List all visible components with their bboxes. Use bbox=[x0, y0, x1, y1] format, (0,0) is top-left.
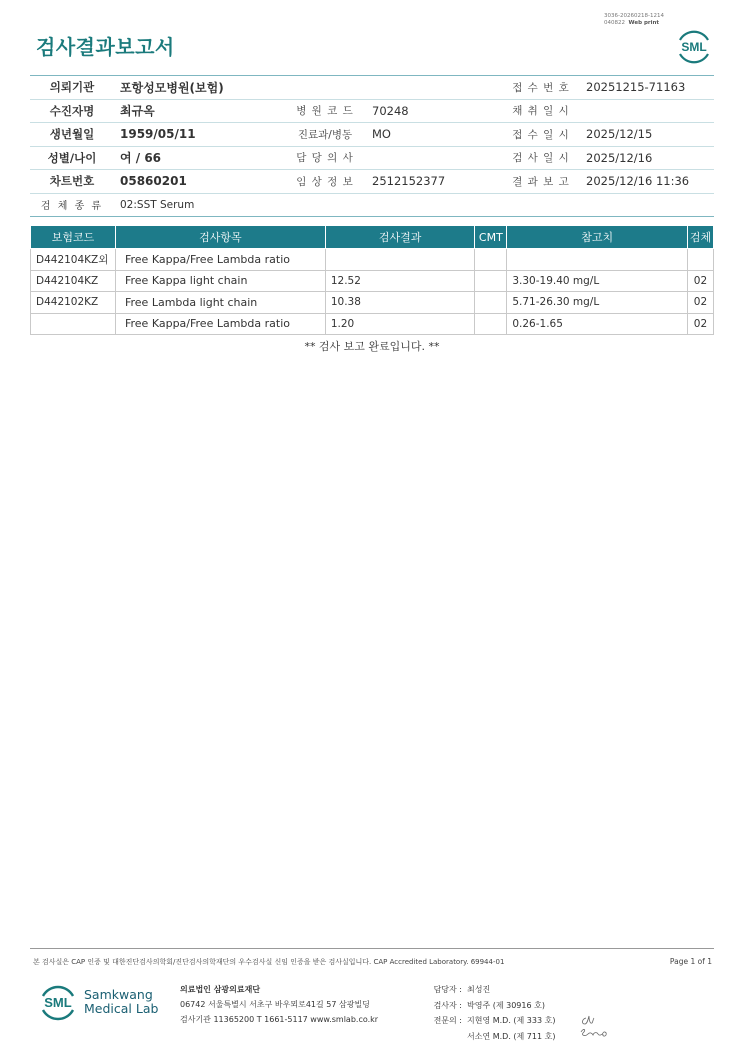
staff-value: 최성진 bbox=[467, 985, 491, 994]
web-print-label: Web print bbox=[628, 20, 660, 26]
foundation-contact: 검사기관 11365200 T 1661-5117 www.smlab.co.kr bbox=[180, 1015, 379, 1024]
footer-logo-text: SML bbox=[44, 995, 72, 1010]
doctor-label: 담 당 의 사 bbox=[284, 146, 366, 170]
hospital-code-label: 병 원 코 드 bbox=[284, 99, 366, 123]
cell-result: 12.52 bbox=[325, 270, 475, 292]
birth-value: 1959/05/11 bbox=[114, 123, 284, 147]
footer-divider bbox=[30, 948, 714, 949]
cell-specimen: 02 bbox=[687, 313, 713, 335]
patient-value: 최규옥 bbox=[114, 99, 284, 123]
info-row bbox=[30, 99, 714, 123]
cell-specimen bbox=[687, 249, 713, 271]
staff-row bbox=[427, 1029, 555, 1045]
staff-label: 담당자 : bbox=[433, 985, 462, 994]
table-row bbox=[31, 249, 714, 271]
cell-item: Free Lambda light chain bbox=[115, 292, 325, 314]
foundation-name: 의료법인 삼광의료재단 bbox=[180, 985, 261, 994]
receipt-date-label: 접 수 일 시 bbox=[502, 123, 580, 147]
completion-note: ** 검사 보고 완료입니다. ** bbox=[304, 340, 440, 353]
staff-row bbox=[427, 982, 555, 998]
clinical-value: 2512152377 bbox=[366, 170, 502, 194]
table-row bbox=[31, 270, 714, 292]
cell-item: Free Kappa light chain bbox=[115, 270, 325, 292]
cell-code: D442104KZ외 bbox=[31, 249, 116, 271]
client-label: 의뢰기관 bbox=[30, 76, 114, 100]
report-value: 2025/12/16 11:36 bbox=[580, 170, 714, 194]
cell-specimen: 02 bbox=[687, 270, 713, 292]
results-header-row bbox=[31, 226, 714, 249]
certification-note: 본 검사실은 CAP 인증 및 대한진단검사의학회/진단검사의학재단의 우수검사실 신임 인증을 받은 검사실입니다. CAP Accredited Laboratory. 69944-01 bbox=[33, 958, 505, 966]
cell-cmt bbox=[475, 292, 507, 314]
staff-value: 지현영 M.D. (제 333 호) bbox=[467, 1016, 556, 1025]
patient-info-table bbox=[30, 75, 714, 217]
collect-value bbox=[580, 99, 714, 123]
staff-value: 박영주 (제 30916 호) bbox=[467, 1000, 545, 1010]
info-row bbox=[30, 193, 714, 217]
cell-code bbox=[31, 313, 116, 335]
hospital-code-value: 70248 bbox=[366, 99, 502, 123]
header-insurance-code: 보험코드 bbox=[31, 226, 116, 249]
foundation-info bbox=[180, 982, 378, 1027]
header-cmt: CMT bbox=[475, 226, 507, 249]
cell-result: 1.20 bbox=[325, 313, 475, 335]
cell-reference: 0.26-1.65 bbox=[507, 313, 688, 335]
results-table bbox=[30, 225, 714, 335]
cell-reference: 3.30-19.40 mg/L bbox=[507, 270, 688, 292]
staff-label: 전문의 : bbox=[433, 1016, 462, 1025]
cell-cmt bbox=[475, 249, 507, 271]
document-code bbox=[604, 13, 664, 27]
report-label: 결 과 보 고 bbox=[502, 170, 580, 194]
cell-code: D442104KZ bbox=[31, 270, 116, 292]
cell-code: D442102KZ bbox=[31, 292, 116, 314]
cell-result: 10.38 bbox=[325, 292, 475, 314]
cell-cmt bbox=[475, 270, 507, 292]
client-value: 포항성모병원(보험) bbox=[114, 76, 502, 100]
logo-text: SML bbox=[681, 40, 707, 54]
info-row bbox=[30, 76, 714, 100]
page-number: Page 1 of 1 bbox=[669, 957, 712, 966]
staff-row bbox=[427, 998, 555, 1014]
header-reference: 참고치 bbox=[507, 226, 688, 249]
collect-label: 채 취 일 시 bbox=[502, 99, 580, 123]
patient-label: 수진자명 bbox=[30, 99, 114, 123]
staff-value: 서소연 M.D. (제 711 호) bbox=[467, 1031, 556, 1041]
test-date-label: 검 사 일 시 bbox=[502, 146, 580, 170]
sml-logo-icon bbox=[674, 26, 714, 66]
receipt-no-value: 20251215-71163 bbox=[580, 76, 714, 100]
table-row bbox=[31, 313, 714, 335]
header-specimen: 검체 bbox=[687, 226, 713, 249]
specimen-label: 검 체 종 류 bbox=[30, 193, 114, 217]
info-row bbox=[30, 123, 714, 147]
brand-name bbox=[84, 988, 158, 1016]
staff-list bbox=[427, 982, 555, 1044]
cell-item: Free Kappa/Free Lambda ratio bbox=[115, 249, 325, 271]
receipt-no-label: 접 수 번 호 bbox=[502, 76, 580, 100]
dept-value: MO bbox=[366, 123, 502, 147]
chart-label: 차트번호 bbox=[30, 170, 114, 194]
foundation-address: 06742 서울특별시 서초구 바우뫼로41길 57 삼광빌딩 bbox=[180, 1000, 370, 1009]
doc-code-line1: 3036-20260218-1214 bbox=[604, 13, 664, 19]
page-title: 검사결과보고서 bbox=[36, 35, 175, 59]
cell-specimen: 02 bbox=[687, 292, 713, 314]
birth-label: 생년월일 bbox=[30, 123, 114, 147]
info-row bbox=[30, 170, 714, 194]
info-row bbox=[30, 146, 714, 170]
cell-cmt bbox=[475, 313, 507, 335]
specimen-value: 02:SST Serum bbox=[114, 193, 714, 217]
staff-row bbox=[427, 1013, 555, 1029]
header-test-item: 검사항목 bbox=[115, 226, 325, 249]
brand-line2: Medical Lab bbox=[84, 1001, 159, 1016]
clinical-label: 임 상 정 보 bbox=[284, 170, 366, 194]
doc-code-line2: 040822 bbox=[604, 20, 625, 26]
brand-line1: Samkwang bbox=[84, 987, 153, 1002]
dept-label: 진료과/병동 bbox=[284, 123, 366, 147]
header-result: 검사결과 bbox=[325, 226, 475, 249]
staff-label: 검사자 : bbox=[433, 1000, 462, 1010]
sex-age-label: 성별/나이 bbox=[30, 146, 114, 170]
receipt-date-value: 2025/12/15 bbox=[580, 123, 714, 147]
sex-age-value: 여 / 66 bbox=[114, 146, 284, 170]
test-date-value: 2025/12/16 bbox=[580, 146, 714, 170]
signature-icon bbox=[577, 1010, 613, 1040]
cell-reference: 5.71-26.30 mg/L bbox=[507, 292, 688, 314]
staff-label bbox=[427, 1029, 467, 1045]
cell-reference bbox=[507, 249, 688, 271]
table-row bbox=[31, 292, 714, 314]
cell-item: Free Kappa/Free Lambda ratio bbox=[115, 313, 325, 335]
doctor-value bbox=[366, 146, 502, 170]
chart-value: 05860201 bbox=[114, 170, 284, 194]
cell-result bbox=[325, 249, 475, 271]
sml-footer-logo-icon bbox=[37, 982, 79, 1022]
